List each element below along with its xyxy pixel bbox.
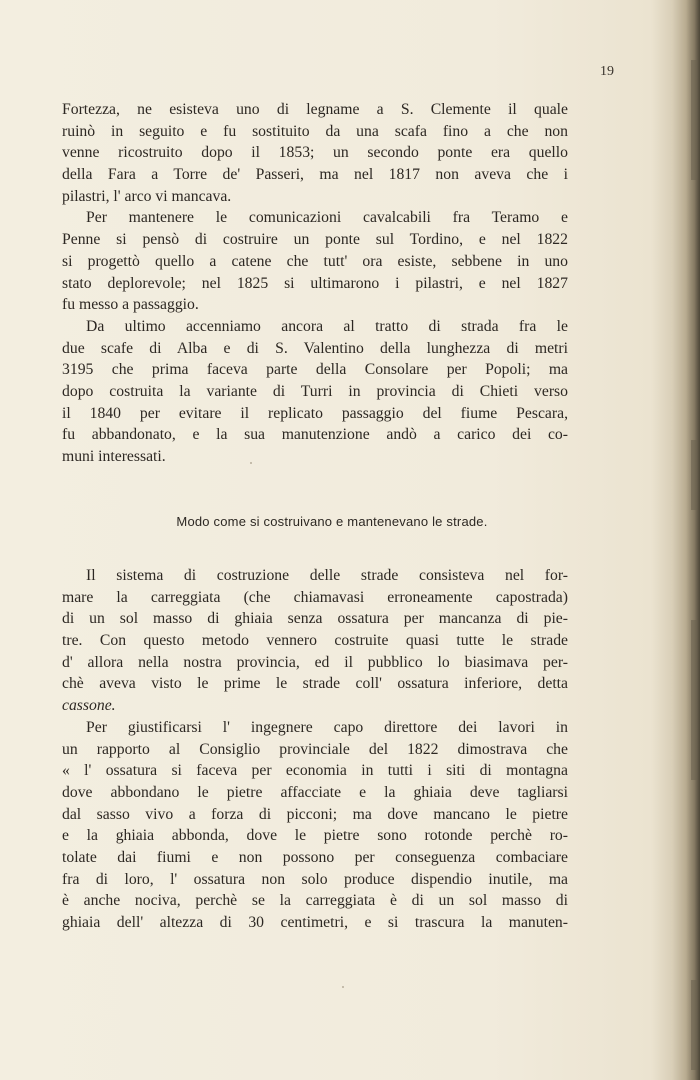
text-line: dal sasso vivo a forza di picconi; ma dove mancano le pietre — [62, 805, 568, 823]
text-line: ghiaia dell' altezza di 30 centimetri, e si trascura la manuten- — [62, 914, 568, 931]
text-line: e la ghiaia abbonda, dove le pietre sono rotonde perchè ro- — [62, 827, 568, 845]
text-line: pilastri, l' arco vi mancava. — [62, 187, 232, 205]
binding-edge-mark — [691, 60, 697, 180]
text-line: fra di loro, l' ossatura non solo produce dispendio inutile, ma — [62, 870, 568, 888]
text-line: due scafe di Alba e di S. Valentino della lunghezza di metri — [62, 339, 568, 357]
text-line: della Fara a Torre de' Passeri, ma nel 1817 non aveva che i — [62, 166, 568, 184]
text-line: tolate dai fiumi e non possono per conseguenza combaciare — [62, 848, 568, 866]
text-line: venne ricostruito dopo il 1853; un secondo ponte era quello — [62, 144, 568, 162]
binding-edge-mark — [691, 440, 697, 510]
text-line: cassone. — [62, 697, 116, 715]
text-line: tre. Con questo metodo vennero costruite quasi tutte le strade — [62, 632, 568, 650]
text-line: un rapporto al Consiglio provinciale del 1822 dimostrava che — [62, 740, 568, 758]
text-line: « l' ossatura si faceva per economia in tutti i siti di montagna — [62, 762, 568, 780]
text-line: ruinò in seguito e fu sostituito da una scafa fino a che non — [62, 122, 568, 140]
text-line: mare la carreggiata (che chiamavasi erroneamente capostrada) — [62, 588, 568, 606]
section-heading-text: Modo come si costruivano e mantenevano le strade. — [176, 514, 488, 529]
section-heading — [0, 514, 700, 529]
text-line: d' allora nella nostra provincia, ed il pubblico lo biasimava per- — [62, 653, 568, 671]
text-line: Per giustificarsi l' ingegnere capo direttore dei lavori in — [86, 718, 568, 736]
text-line: Da ultimo accenniamo ancora al tratto di strada fra le — [86, 317, 568, 335]
text-line: fu messo a passaggio. — [62, 296, 199, 314]
body-text-top — [62, 99, 568, 468]
text-line: 3195 che prima faceva parte della Consolare per Popoli; ma — [62, 361, 568, 379]
text-line: Il sistema di costruzione delle strade consisteva nel for- — [86, 567, 568, 584]
paper-speck — [342, 986, 344, 988]
binding-edge-mark — [691, 980, 697, 1070]
text-line: fu abbandonato, e la sua manutenzione andò a carico dei co- — [62, 426, 568, 444]
body-text-bottom — [62, 565, 568, 934]
page-number: 19 — [600, 64, 614, 79]
text-line: il 1840 per evitare il replicato passaggio del fiume Pescara, — [62, 404, 568, 422]
text-line: si progettò quello a catene che tutt' ora esiste, sebbene in uno — [62, 252, 568, 270]
text-line: muni interessati. — [62, 448, 166, 465]
text-line: dove abbondano le pietre affacciate e la ghiaia deve tagliarsi — [62, 783, 568, 801]
text-line: chè aveva visto le prime le strade coll' ossatura inferiore, detta — [62, 675, 568, 693]
text-line: Penne si pensò di costruire un ponte sul Tordino, e nel 1822 — [62, 231, 568, 249]
text-line: Per mantenere le comunicazioni cavalcabili fra Teramo e — [86, 209, 568, 227]
binding-edge-mark — [691, 620, 697, 780]
text-line: stato deplorevole; nel 1825 si ultimarono i pilastri, e nel 1827 — [62, 274, 568, 292]
text-line: dopo costruita la variante di Turri in provincia di Chieti verso — [62, 382, 568, 400]
text-line: Fortezza, ne esisteva uno di legname a S. Clemente il quale — [62, 101, 568, 118]
text-line: di un sol masso di ghiaia senza ossatura per mancanza di pie- — [62, 610, 568, 628]
text-line: è anche nociva, perchè se la carreggiata è di un sol masso di — [62, 892, 568, 910]
